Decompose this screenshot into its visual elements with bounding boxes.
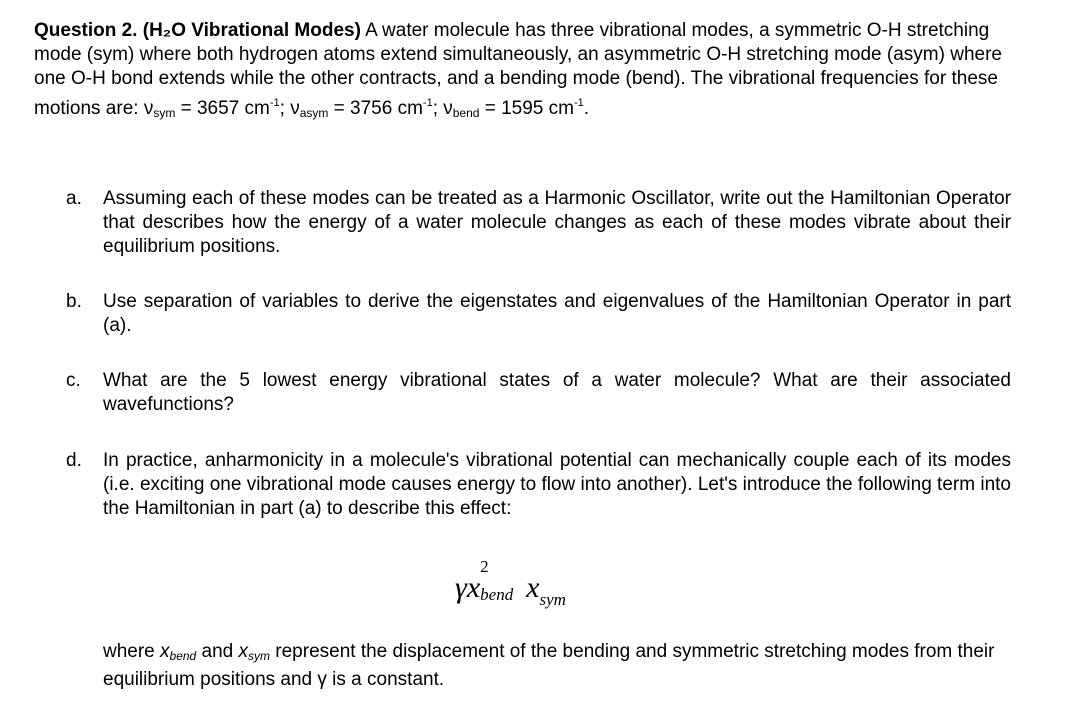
equation-sub-sym: sym [539, 590, 566, 609]
part-a [66, 187, 1011, 259]
footer-sub-bend: bend [169, 649, 197, 663]
part-b-text: Use separation of variables to derive the eigenstates and eigenvalues of the Hamiltonian Operator in part (a). [103, 291, 1011, 336]
footer-gamma: γ [317, 669, 327, 690]
nu-sym-exp: -1 [269, 97, 280, 109]
equation-x-bend: x [466, 571, 481, 604]
coupling-equation [455, 557, 566, 620]
part-d-text: In practice, anharmonicity in a molecule's vibrational potential can mechanically couple each of its modes (i.e. exciting one vibrational mode causes energy to flow into another). Let's introduce the following term into the Hamiltonian in part (a) to describe this effect: [103, 450, 1011, 519]
nu-sym-symbol: ν [143, 98, 154, 119]
intro-text: A water molecule has three vibrational modes, a symmetric O-H stretching mode (sym) where both hydrogen atoms extend simultaneously, an asymmetric O-H stretching mode (asym) where one O-H bond extends while the other contracts, and a bending mode (bend). The vibrational frequencies for these motions are: [34, 20, 1002, 119]
equation-power: 2 [480, 557, 489, 576]
part-d [66, 449, 1011, 521]
footer-x-sym: x [238, 641, 248, 662]
equation-sub-bend: bend [480, 585, 514, 604]
nu-asym-symbol: ν [290, 98, 300, 119]
equation-x-sym: x [526, 571, 540, 604]
equation-bend-scripts [480, 557, 526, 604]
sep-2: ; [432, 98, 438, 119]
sep-1: ; [279, 98, 285, 119]
part-a-marker: a. [66, 188, 82, 209]
footer-text [103, 640, 1033, 692]
footer-t2: and [196, 641, 239, 662]
equation-gamma: γ [455, 571, 467, 604]
nu-bend-label: bend [452, 106, 480, 120]
footer-t3: represent the displacement of the bending and symmetric stretching modes from their equilibrium positions and [103, 641, 995, 690]
intro-end: . [583, 98, 590, 119]
part-c-marker: c. [66, 370, 81, 391]
nu-bend-value: = 1595 cm [484, 98, 574, 119]
part-b-marker: b. [66, 291, 82, 312]
part-b [66, 290, 1011, 338]
footer-sub-sym: sym [248, 649, 270, 663]
part-a-text: Assuming each of these modes can be treated as a Harmonic Oscillator, write out the Hamiltonian Operator that describes how the energy of a water molecule changes as each of these modes vibrate about their equilibrium positions. [103, 188, 1011, 257]
footer-t4: is a constant. [326, 669, 445, 690]
nu-sym-label: sym [153, 106, 176, 120]
part-c [66, 369, 1011, 417]
nu-bend-symbol: ν [443, 98, 453, 119]
part-c-text: What are the 5 lowest energy vibrational states of a water molecule? What are their associated wavefunctions? [103, 370, 1011, 415]
question-title: Question 2. (H₂O Vibrational Modes) [34, 20, 361, 41]
footer-t1: where [103, 641, 161, 662]
nu-asym-value: = 3756 cm [333, 98, 423, 119]
nu-bend-exp: -1 [573, 97, 584, 109]
nu-sym-value: = 3657 cm [180, 98, 270, 119]
nu-asym-label: asym [299, 106, 329, 120]
question-intro [34, 19, 1024, 125]
footer-x-bend: x [160, 641, 170, 662]
nu-asym-exp: -1 [422, 97, 433, 109]
part-d-marker: d. [66, 450, 82, 471]
